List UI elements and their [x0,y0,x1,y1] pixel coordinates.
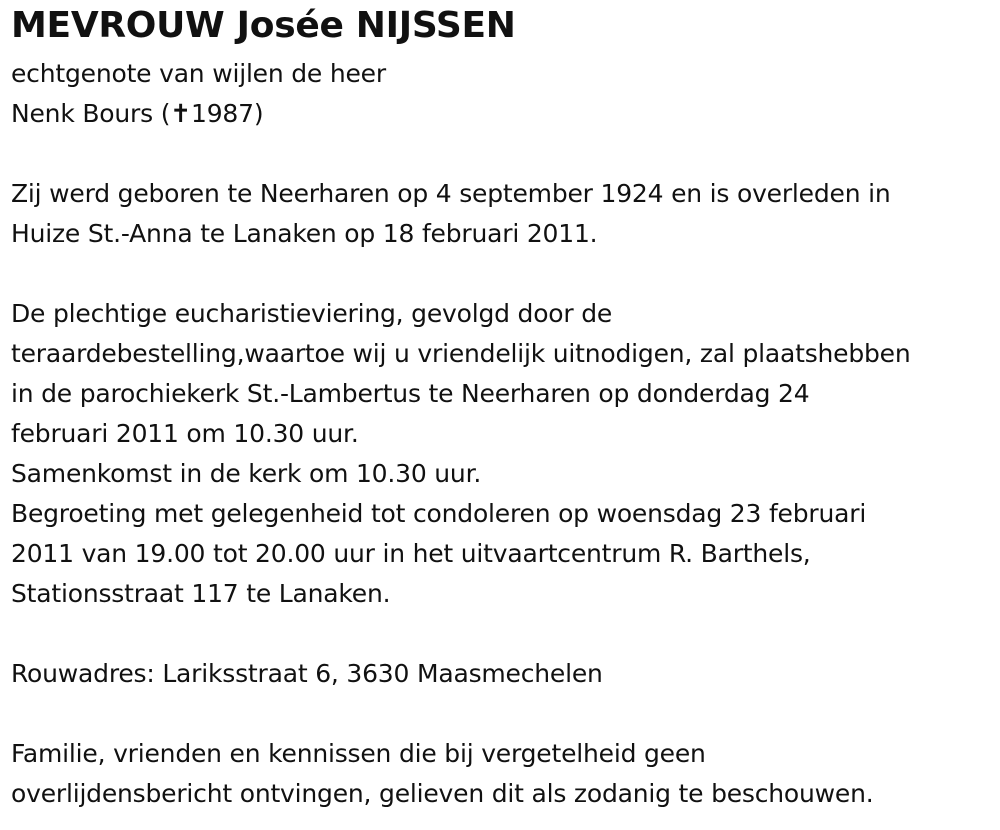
deceased-name-title: MEVROUW Josée NIJSSEN [11,5,516,46]
ceremony-line: teraardebestelling,waartoe wij u vriendelijk uitnodigen, zal plaatshebben [11,339,911,368]
spouse-line: echtgenote van wijlen de heer [11,59,386,88]
birth-death-line: Huize St.-Anna te Lanaken op 18 februari 2011. [11,219,598,248]
condolence-line: 2011 van 19.00 tot 20.00 uur in het uitvaartcentrum R. Barthels, [11,539,811,568]
ceremony-line: De plechtige eucharistieviering, gevolgd door de [11,299,613,328]
closing-line: Familie, vrienden en kennissen die bij vergetelheid geen [11,739,706,768]
birth-death-line: Zij werd geboren te Neerharen op 4 september 1924 en is overleden in [11,179,891,208]
condolence-line: Stationsstraat 117 te Lanaken. [11,579,391,608]
spouse-name-line: Nenk Bours (✝1987) [11,99,264,128]
ceremony-line: februari 2011 om 10.30 uur. [11,419,359,448]
ceremony-line: in de parochiekerk St.-Lambertus te Neerharen op donderdag 24 [11,379,810,408]
mourning-address: Rouwadres: Lariksstraat 6, 3630 Maasmechelen [11,659,603,688]
condolence-line: Begroeting met gelegenheid tot condoleren op woensdag 23 februari [11,499,867,528]
closing-line: overlijdensbericht ontvingen, gelieven dit als zodanig te beschouwen. [11,779,874,808]
gathering-line: Samenkomst in de kerk om 10.30 uur. [11,459,482,488]
